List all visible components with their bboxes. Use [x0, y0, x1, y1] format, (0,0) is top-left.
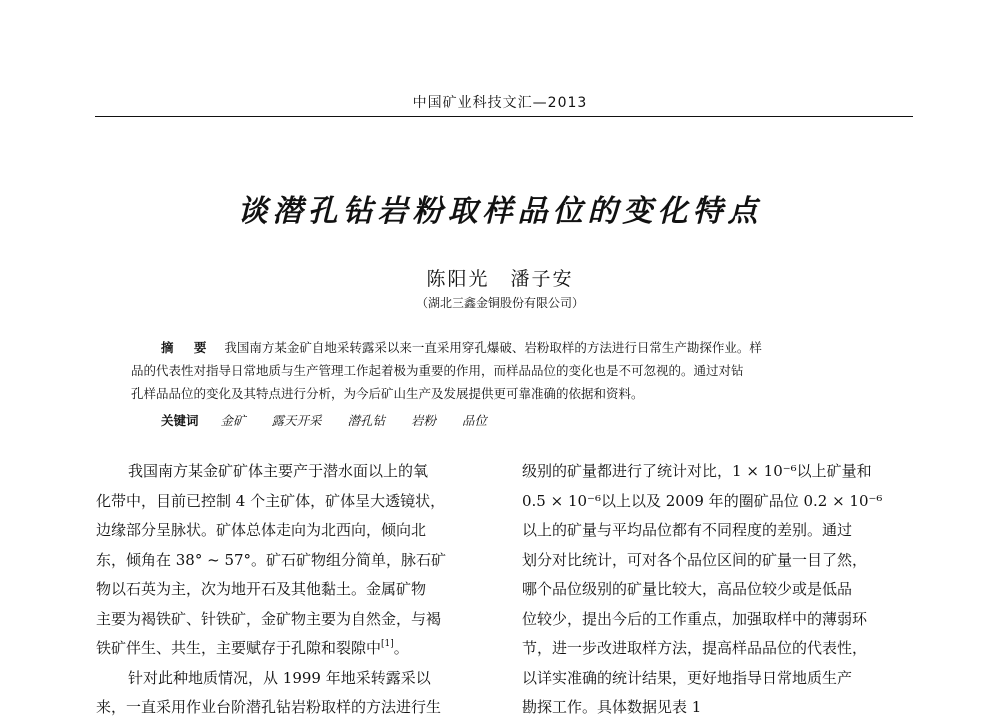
- body-line: 物以石英为主，次为地开石及其他黏土。金属矿物: [96, 580, 427, 598]
- body-line: 0.5 × 10⁻⁶以上以及 2009 年的圈矿品位 0.2 × 10⁻⁶: [522, 491, 883, 510]
- article-authors: 陈阳光 潘子安: [426, 268, 574, 290]
- keyword: 岩粉: [411, 413, 437, 428]
- keywords-label: 关键词: [161, 413, 199, 428]
- body-line-partial: 来，一直采用作业台阶潜孔钻岩粉取样的方法进行生: [96, 698, 442, 716]
- body-line: [96, 634, 492, 664]
- body-line: 主要为褐铁矿、针铁矿，金矿物主要为自然金，与褐: [96, 609, 442, 628]
- body-line: 划分对比统计，可对各个品位区间的矿量一目了然，: [522, 550, 868, 569]
- header-rule: [95, 116, 913, 117]
- body-line-partial: 勘探工作。具体数据见表 1: [522, 698, 702, 716]
- body-column-left: [96, 457, 492, 716]
- keyword: 品位: [462, 413, 488, 428]
- body-line: 我国南方某金矿矿体主要产于潜水面以上的氧: [128, 462, 429, 480]
- body-column-right: [522, 457, 920, 716]
- body-line: 针对此种地质情况，从 1999 年地采转露采以: [128, 668, 431, 687]
- article-title: 谈潜孔钻岩粉取样品位的变化特点: [237, 194, 763, 229]
- body-line: 化带中，目前已控制 4 个主矿体，矿体呈大透镜状，: [96, 491, 446, 510]
- body-text: 铁矿伴生、共生，主要赋存于孔隙和裂隙中: [96, 639, 382, 657]
- keywords: [161, 411, 861, 429]
- running-header: 中国矿业科技文汇—2013: [412, 95, 588, 111]
- author-affiliation: （湖北三鑫金铜股份有限公司）: [415, 296, 584, 310]
- body-line: 级别的矿量都进行了统计对比，1 × 10⁻⁶以上矿量和: [522, 462, 872, 480]
- body-line: 东，倾角在 38° ~ 57°。矿石矿物组分简单，脉石矿: [96, 550, 447, 569]
- abstract-label: 摘 要: [161, 340, 215, 355]
- keyword: 金矿: [220, 413, 246, 428]
- keyword: 露天开采: [271, 413, 322, 428]
- citation-ref: [1]: [381, 639, 394, 649]
- body-line: 节，进一步改进取样方法，提高样品品位的代表性，: [522, 639, 868, 657]
- body-line: 边缘部分呈脉状。矿体总体走向为北西向，倾向北: [96, 521, 427, 539]
- body-line: 位较少，提出今后的工作重点，加强取样中的薄弱环: [522, 609, 868, 628]
- abstract-line: [131, 336, 875, 359]
- abstract-line: 孔样品品位的变化及其特点进行分析，为今后矿山生产及发展提供更可靠准确的依据和资料。: [131, 386, 644, 401]
- abstract-line: 品的代表性对指导日常地质与生产管理工作起着极为重要的作用，而样品品位的变化也是不可忽视的。通过对钻: [131, 363, 744, 378]
- abstract: [131, 336, 875, 405]
- body-line: 以详实准确的统计结果，更好地指导日常地质生产: [522, 668, 853, 687]
- body-text: 。: [393, 639, 409, 657]
- keyword: 潜孔钻: [347, 413, 386, 428]
- body-line: 哪个品位级别的矿量比较大，高品位较少或是低品: [522, 580, 853, 598]
- body-line: 以上的矿量与平均品位都有不同程度的差别。通过: [522, 521, 853, 539]
- abstract-text: 我国南方某金矿自地采转露采以来一直采用穿孔爆破、岩粉取样的方法进行日常生产勘探作业。样: [224, 340, 762, 355]
